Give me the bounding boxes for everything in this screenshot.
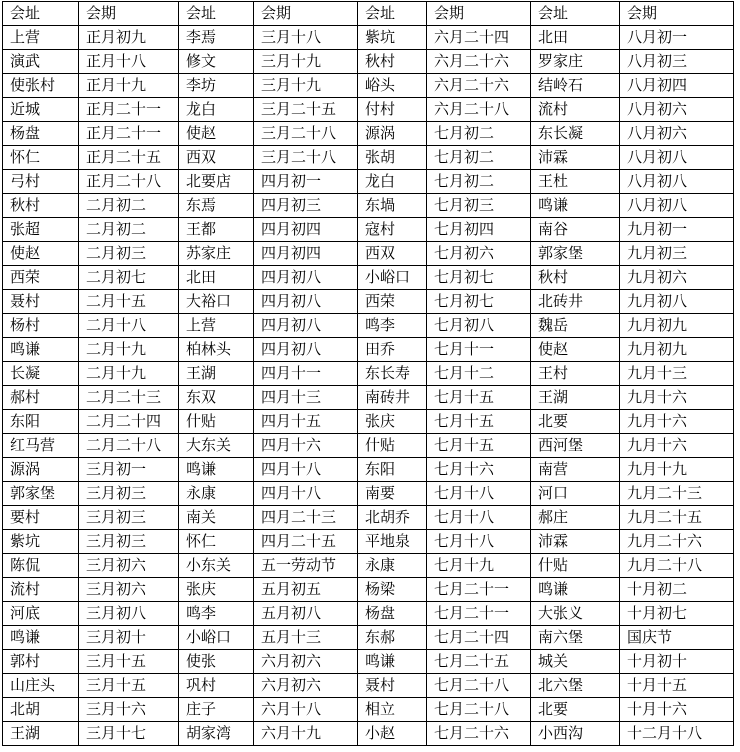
fair-date-cell: 三月初六 (79, 578, 179, 602)
fair-site-cell: 郝村 (3, 386, 79, 410)
fair-site-cell: 小西沟 (531, 722, 620, 746)
fair-date-cell: 九月二十六 (620, 530, 734, 554)
fair-site-cell: 小峪口 (179, 626, 254, 650)
table-row (3, 386, 734, 410)
table-row (3, 26, 734, 50)
table-row (3, 98, 734, 122)
fair-site-cell: 付村 (358, 98, 427, 122)
fair-date-cell: 八月初八 (620, 146, 734, 170)
fair-date-cell: 四月二十三 (254, 506, 358, 530)
fair-date-cell: 五一劳动节 (254, 554, 358, 578)
fair-site-cell: 东堝 (358, 194, 427, 218)
table-row (3, 482, 734, 506)
table-row (3, 578, 734, 602)
fair-site-cell: 秋村 (531, 266, 620, 290)
header-cell-date: 会期 (79, 2, 179, 26)
fair-date-cell: 六月初六 (254, 674, 358, 698)
fair-date-cell: 四月二十五 (254, 530, 358, 554)
fair-date-cell: 七月二十一 (427, 602, 531, 626)
fair-site-cell: 使张村 (3, 74, 79, 98)
fair-date-cell: 正月十九 (79, 74, 179, 98)
table-row (3, 362, 734, 386)
header-cell-date: 会期 (254, 2, 358, 26)
fair-site-cell: 鸣李 (179, 602, 254, 626)
fair-site-cell: 张超 (3, 218, 79, 242)
fair-site-cell: 杨村 (3, 314, 79, 338)
fair-site-cell: 鸣谦 (179, 458, 254, 482)
fair-date-cell: 三月十五 (79, 650, 179, 674)
fair-site-cell: 长凝 (3, 362, 79, 386)
header-cell-site: 会址 (179, 2, 254, 26)
fair-site-cell: 北要店 (179, 170, 254, 194)
table-body (3, 26, 734, 746)
fair-site-cell: 田乔 (358, 338, 427, 362)
fair-date-cell: 十月十五 (620, 674, 734, 698)
fair-site-cell: 聂村 (358, 674, 427, 698)
fair-site-cell: 杨梁 (358, 578, 427, 602)
fair-date-cell: 九月初八 (620, 290, 734, 314)
fair-date-cell: 九月初九 (620, 314, 734, 338)
fair-date-cell: 十月十六 (620, 698, 734, 722)
fair-site-cell: 近城 (3, 98, 79, 122)
fair-date-cell: 七月十二 (427, 362, 531, 386)
fair-date-cell: 二月二十八 (79, 434, 179, 458)
fair-site-cell: 鸣谦 (358, 650, 427, 674)
table-row (3, 266, 734, 290)
fair-site-cell: 结岭石 (531, 74, 620, 98)
fair-site-cell: 北田 (531, 26, 620, 50)
fair-date-cell: 二月初七 (79, 266, 179, 290)
fair-date-cell: 七月初四 (427, 218, 531, 242)
fair-date-cell: 三月十六 (79, 698, 179, 722)
fair-date-cell: 四月十三 (254, 386, 358, 410)
fair-site-cell: 弓村 (3, 170, 79, 194)
fair-site-cell: 南关 (179, 506, 254, 530)
fair-date-cell: 三月初八 (79, 602, 179, 626)
fair-site-cell: 西河堡 (531, 434, 620, 458)
fair-site-cell: 平地泉 (358, 530, 427, 554)
fair-site-cell: 紫坑 (3, 530, 79, 554)
table-row (3, 314, 734, 338)
fair-date-cell: 十二月十八 (620, 722, 734, 746)
fair-date-cell: 七月初六 (427, 242, 531, 266)
table-row (3, 242, 734, 266)
fair-date-cell: 四月初八 (254, 338, 358, 362)
fair-site-cell: 使赵 (531, 338, 620, 362)
fair-date-cell: 九月十六 (620, 434, 734, 458)
fair-site-cell: 什贴 (358, 434, 427, 458)
fair-site-cell: 河口 (531, 482, 620, 506)
fair-date-cell: 七月十五 (427, 434, 531, 458)
table-row (3, 338, 734, 362)
fair-site-cell: 南六堡 (531, 626, 620, 650)
fair-date-cell: 四月十八 (254, 458, 358, 482)
header-cell-site: 会址 (358, 2, 427, 26)
fair-site-cell: 小东关 (179, 554, 254, 578)
fair-date-cell: 十月初七 (620, 602, 734, 626)
fair-date-cell: 六月初六 (254, 650, 358, 674)
fair-site-cell: 张庆 (179, 578, 254, 602)
table-row (3, 410, 734, 434)
fair-date-cell: 七月十八 (427, 530, 531, 554)
table-row (3, 506, 734, 530)
fair-date-cell: 九月二十八 (620, 554, 734, 578)
fair-site-cell: 沛霖 (531, 530, 620, 554)
fair-site-cell: 秋村 (358, 50, 427, 74)
fair-date-cell: 七月初三 (427, 194, 531, 218)
fair-date-cell: 七月初七 (427, 266, 531, 290)
fair-site-cell: 苏家庄 (179, 242, 254, 266)
fair-site-cell: 郭家堡 (3, 482, 79, 506)
fair-date-cell: 三月十七 (79, 722, 179, 746)
fair-date-cell: 八月初六 (620, 122, 734, 146)
header-cell-date: 会期 (620, 2, 734, 26)
table-row (3, 50, 734, 74)
fair-site-cell: 小赵 (358, 722, 427, 746)
fair-site-cell: 怀仁 (179, 530, 254, 554)
fair-site-cell: 红马营 (3, 434, 79, 458)
fair-site-cell: 鸣谦 (3, 626, 79, 650)
fair-date-cell: 正月二十一 (79, 98, 179, 122)
fair-date-cell: 八月初八 (620, 194, 734, 218)
fair-site-cell: 东郝 (358, 626, 427, 650)
fair-site-cell: 使张 (179, 650, 254, 674)
fair-site-cell: 大裕口 (179, 290, 254, 314)
fair-site-cell: 王杜 (531, 170, 620, 194)
fair-date-cell: 二月十九 (79, 338, 179, 362)
fair-site-cell: 城关 (531, 650, 620, 674)
table-row (3, 122, 734, 146)
table-row (3, 722, 734, 746)
fair-date-cell: 七月二十四 (427, 626, 531, 650)
fair-site-cell: 东阳 (3, 410, 79, 434)
fair-date-cell: 八月初一 (620, 26, 734, 50)
fair-site-cell: 杨盘 (3, 122, 79, 146)
fair-date-cell: 四月十八 (254, 482, 358, 506)
fair-site-cell: 鸣谦 (531, 194, 620, 218)
fair-site-cell: 郝庄 (531, 506, 620, 530)
fair-site-cell: 张庆 (358, 410, 427, 434)
fair-site-cell: 山庄头 (3, 674, 79, 698)
header-cell-site: 会址 (531, 2, 620, 26)
fair-site-cell: 南要 (358, 482, 427, 506)
fair-site-cell: 庄子 (179, 698, 254, 722)
table-row (3, 458, 734, 482)
fair-site-cell: 陈侃 (3, 554, 79, 578)
table-row (3, 530, 734, 554)
fair-site-cell: 北胡乔 (358, 506, 427, 530)
fair-date-cell: 六月十八 (254, 698, 358, 722)
fair-date-cell: 九月初九 (620, 338, 734, 362)
fair-date-cell: 九月十九 (620, 458, 734, 482)
fair-site-cell: 龙白 (358, 170, 427, 194)
fair-site-cell: 源涡 (3, 458, 79, 482)
fair-date-cell: 七月十五 (427, 410, 531, 434)
fair-site-cell: 龙白 (179, 98, 254, 122)
table-row (3, 218, 734, 242)
fair-date-cell: 正月初九 (79, 26, 179, 50)
fair-site-cell: 流村 (3, 578, 79, 602)
fair-date-cell: 二月十九 (79, 362, 179, 386)
fair-site-cell: 南砖井 (358, 386, 427, 410)
fair-site-cell: 西荣 (3, 266, 79, 290)
fair-site-cell: 北砖井 (531, 290, 620, 314)
fair-date-cell: 国庆节 (620, 626, 734, 650)
fair-date-cell: 四月初四 (254, 218, 358, 242)
fair-site-cell: 秋村 (3, 194, 79, 218)
fair-date-cell: 四月十五 (254, 410, 358, 434)
fair-site-cell: 流村 (531, 98, 620, 122)
fair-site-cell: 大张义 (531, 602, 620, 626)
fair-date-cell: 八月初三 (620, 50, 734, 74)
fair-date-cell: 三月初三 (79, 530, 179, 554)
fair-date-cell: 五月初五 (254, 578, 358, 602)
table-row (3, 170, 734, 194)
fair-site-cell: 巩村 (179, 674, 254, 698)
fair-site-cell: 什贴 (179, 410, 254, 434)
fair-date-cell: 四月初八 (254, 266, 358, 290)
fair-site-cell: 北要 (531, 698, 620, 722)
fair-site-cell: 郭村 (3, 650, 79, 674)
fair-site-cell: 王湖 (531, 386, 620, 410)
table-row (3, 434, 734, 458)
fair-date-cell: 七月二十八 (427, 674, 531, 698)
fair-date-cell: 七月十一 (427, 338, 531, 362)
fair-site-cell: 东焉 (179, 194, 254, 218)
fair-site-cell: 河底 (3, 602, 79, 626)
fair-site-cell: 怀仁 (3, 146, 79, 170)
fair-date-cell: 四月初八 (254, 314, 358, 338)
fair-date-cell: 七月二十五 (427, 650, 531, 674)
fair-site-cell: 聂村 (3, 290, 79, 314)
fair-site-cell: 柏林头 (179, 338, 254, 362)
fair-date-cell: 九月十三 (620, 362, 734, 386)
fair-date-cell: 五月初八 (254, 602, 358, 626)
fair-site-cell: 西荣 (358, 290, 427, 314)
fair-site-cell: 什贴 (531, 554, 620, 578)
fair-site-cell: 东双 (179, 386, 254, 410)
fair-date-cell: 二月十五 (79, 290, 179, 314)
fair-date-cell: 三月初六 (79, 554, 179, 578)
fair-date-cell: 二月初二 (79, 194, 179, 218)
fair-site-cell: 鸣谦 (531, 578, 620, 602)
fair-date-cell: 九月初六 (620, 266, 734, 290)
fair-date-cell: 四月初四 (254, 242, 358, 266)
fair-date-cell: 七月二十八 (427, 698, 531, 722)
fair-site-cell: 李坊 (179, 74, 254, 98)
fair-date-cell: 九月十六 (620, 386, 734, 410)
fair-site-cell: 沛霖 (531, 146, 620, 170)
fair-date-cell: 三月初三 (79, 482, 179, 506)
fair-date-cell: 二月二十四 (79, 410, 179, 434)
fair-site-cell: 李焉 (179, 26, 254, 50)
fair-site-cell: 要村 (3, 506, 79, 530)
table-row (3, 554, 734, 578)
fair-date-cell: 四月初八 (254, 290, 358, 314)
fair-date-cell: 三月十九 (254, 74, 358, 98)
table-row (3, 146, 734, 170)
fair-date-cell: 九月初一 (620, 218, 734, 242)
fair-date-cell: 二月初二 (79, 218, 179, 242)
fair-site-cell: 东阳 (358, 458, 427, 482)
fair-site-cell: 小峪口 (358, 266, 427, 290)
fair-site-cell: 鸣谦 (3, 338, 79, 362)
table-row (3, 626, 734, 650)
fair-date-cell: 十月初十 (620, 650, 734, 674)
fair-site-cell: 王湖 (179, 362, 254, 386)
fair-date-cell: 九月二十三 (620, 482, 734, 506)
fair-date-cell: 六月二十六 (427, 74, 531, 98)
fair-date-cell: 七月初二 (427, 122, 531, 146)
fair-site-cell: 使赵 (3, 242, 79, 266)
fair-schedule-table (2, 1, 734, 746)
fair-site-cell: 永康 (179, 482, 254, 506)
table-row (3, 650, 734, 674)
fair-date-cell: 七月二十六 (427, 722, 531, 746)
fair-site-cell: 上营 (3, 26, 79, 50)
header-row (3, 2, 734, 26)
fair-site-cell: 大东关 (179, 434, 254, 458)
fair-site-cell: 东长凝 (531, 122, 620, 146)
fair-date-cell: 七月初二 (427, 170, 531, 194)
fair-site-cell: 北田 (179, 266, 254, 290)
fair-site-cell: 使赵 (179, 122, 254, 146)
fair-site-cell: 东长寿 (358, 362, 427, 386)
fair-date-cell: 四月初一 (254, 170, 358, 194)
fair-date-cell: 三月十八 (254, 26, 358, 50)
fair-date-cell: 三月初十 (79, 626, 179, 650)
fair-site-cell: 王湖 (3, 722, 79, 746)
table-row (3, 698, 734, 722)
fair-date-cell: 十月初二 (620, 578, 734, 602)
fair-date-cell: 六月二十八 (427, 98, 531, 122)
fair-date-cell: 五月十三 (254, 626, 358, 650)
fair-site-cell: 上营 (179, 314, 254, 338)
table-row (3, 290, 734, 314)
fair-date-cell: 正月二十八 (79, 170, 179, 194)
table-row (3, 74, 734, 98)
fair-date-cell: 三月初三 (79, 506, 179, 530)
fair-date-cell: 七月十九 (427, 554, 531, 578)
fair-date-cell: 三月初一 (79, 458, 179, 482)
fair-site-cell: 王村 (531, 362, 620, 386)
fair-date-cell: 二月初三 (79, 242, 179, 266)
fair-site-cell: 演武 (3, 50, 79, 74)
fair-date-cell: 二月二十三 (79, 386, 179, 410)
fair-site-cell: 峪头 (358, 74, 427, 98)
header-cell-date: 会期 (427, 2, 531, 26)
fair-date-cell: 六月二十四 (427, 26, 531, 50)
fair-date-cell: 九月二十五 (620, 506, 734, 530)
fair-date-cell: 三月二十八 (254, 146, 358, 170)
table-row (3, 194, 734, 218)
fair-date-cell: 九月十六 (620, 410, 734, 434)
fair-date-cell: 六月二十六 (427, 50, 531, 74)
fair-date-cell: 三月二十八 (254, 122, 358, 146)
fair-date-cell: 四月十一 (254, 362, 358, 386)
fair-site-cell: 修文 (179, 50, 254, 74)
fair-site-cell: 杨盘 (358, 602, 427, 626)
fair-date-cell: 四月十六 (254, 434, 358, 458)
fair-date-cell: 七月初八 (427, 314, 531, 338)
fair-date-cell: 四月初三 (254, 194, 358, 218)
fair-site-cell: 魏岳 (531, 314, 620, 338)
fair-site-cell: 北胡 (3, 698, 79, 722)
fair-site-cell: 王都 (179, 218, 254, 242)
header-cell-site: 会址 (3, 2, 79, 26)
fair-site-cell: 北要 (531, 410, 620, 434)
fair-date-cell: 七月十八 (427, 506, 531, 530)
fair-date-cell: 二月十八 (79, 314, 179, 338)
fair-date-cell: 七月十五 (427, 386, 531, 410)
fair-site-cell: 郭家堡 (531, 242, 620, 266)
fair-site-cell: 相立 (358, 698, 427, 722)
fair-site-cell: 永康 (358, 554, 427, 578)
fair-date-cell: 八月初八 (620, 170, 734, 194)
fair-date-cell: 九月初三 (620, 242, 734, 266)
fair-date-cell: 正月二十一 (79, 122, 179, 146)
fair-site-cell: 胡家湾 (179, 722, 254, 746)
fair-date-cell: 正月二十五 (79, 146, 179, 170)
fair-date-cell: 三月十五 (79, 674, 179, 698)
fair-site-cell: 寇村 (358, 218, 427, 242)
fair-site-cell: 张胡 (358, 146, 427, 170)
fair-date-cell: 七月十六 (427, 458, 531, 482)
fair-date-cell: 三月十九 (254, 50, 358, 74)
fair-date-cell: 七月二十一 (427, 578, 531, 602)
fair-site-cell: 源涡 (358, 122, 427, 146)
fair-site-cell: 南营 (531, 458, 620, 482)
fair-site-cell: 罗家庄 (531, 50, 620, 74)
fair-date-cell: 八月初六 (620, 98, 734, 122)
fair-date-cell: 正月十八 (79, 50, 179, 74)
fair-site-cell: 北六堡 (531, 674, 620, 698)
fair-site-cell: 紫坑 (358, 26, 427, 50)
fair-date-cell: 七月初七 (427, 290, 531, 314)
table-row (3, 602, 734, 626)
fair-date-cell: 六月十九 (254, 722, 358, 746)
fair-site-cell: 西双 (358, 242, 427, 266)
table-row (3, 674, 734, 698)
fair-date-cell: 八月初四 (620, 74, 734, 98)
fair-site-cell: 鸣李 (358, 314, 427, 338)
fair-date-cell: 七月十八 (427, 482, 531, 506)
fair-date-cell: 七月初二 (427, 146, 531, 170)
fair-site-cell: 南谷 (531, 218, 620, 242)
fair-date-cell: 三月二十五 (254, 98, 358, 122)
fair-site-cell: 西双 (179, 146, 254, 170)
